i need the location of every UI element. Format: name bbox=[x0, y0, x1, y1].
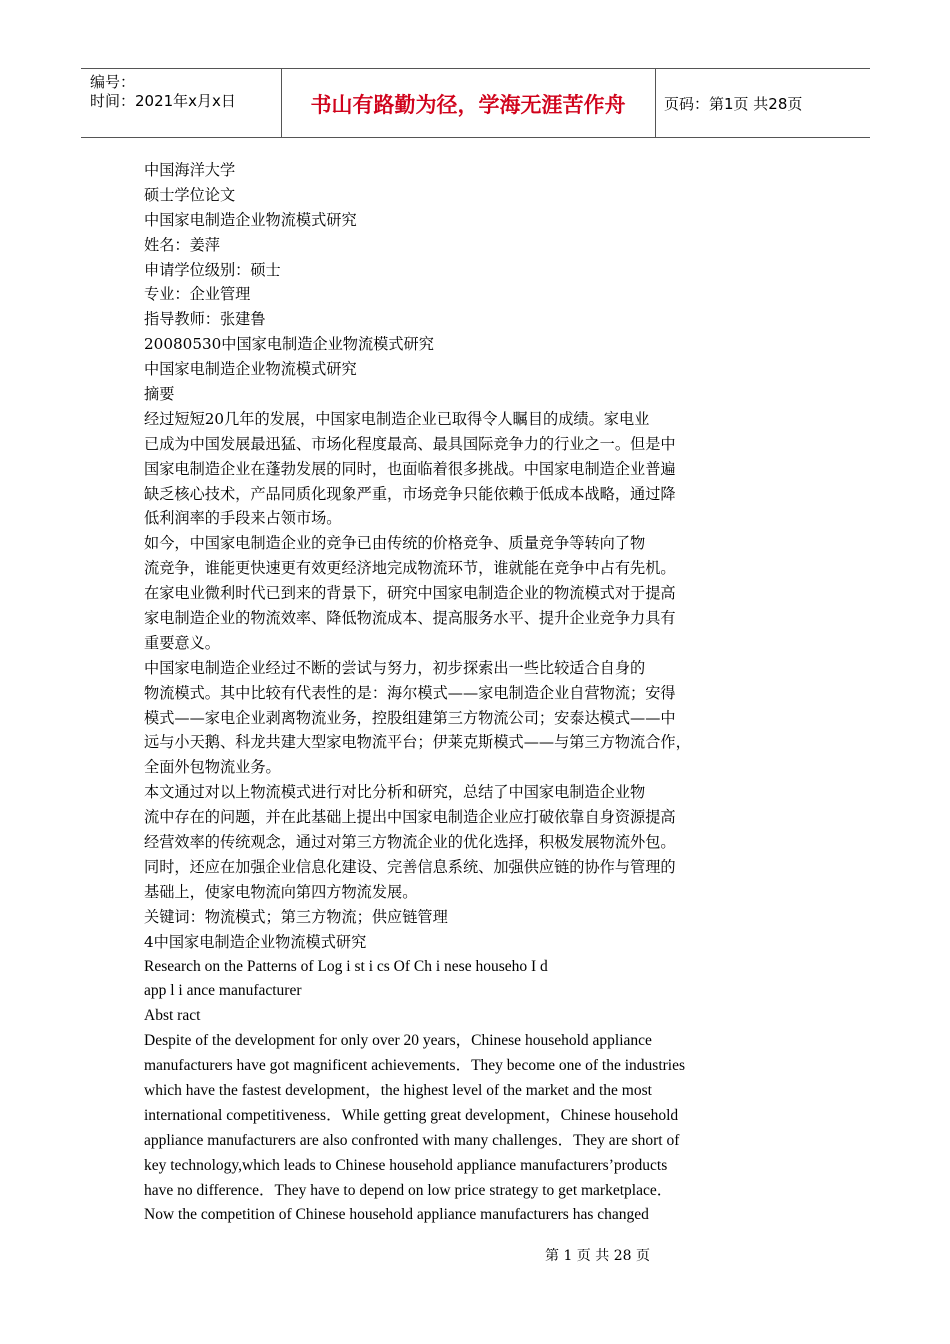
text-line: 远与小天鹅、科龙共建大型家电物流平台；伊莱克斯模式——与第三方物流合作， bbox=[144, 733, 691, 752]
header-motto: 书山有路勤为径，学海无涯苦作舟 bbox=[310, 93, 626, 117]
text-line: 4中国家电制造企业物流模式研究 bbox=[144, 932, 367, 951]
text-line: 流竞争，谁能更快速更有效更经济地完成物流环节，谁就能在竞争中占有先机。 bbox=[144, 559, 676, 578]
text-line: 家电制造企业的物流效率、降低物流成本、提高服务水平、提升企业竞争力具有 bbox=[144, 609, 676, 628]
number-label: 编号： bbox=[90, 73, 136, 91]
header-page-info: 页码：第1页 共28页 bbox=[664, 95, 803, 113]
header-divider bbox=[655, 69, 656, 137]
text-line-en: Research on the Patterns of Log i st i cs Of Ch i nese househo I d bbox=[144, 957, 548, 975]
text-line: 本文通过对以上物流模式进行对比分析和研究，总结了中国家电制造企业物 bbox=[144, 783, 646, 802]
text-line: 经营效率的传统观念，通过对第三方物流企业的优化选择，积极发展物流外包。 bbox=[144, 833, 676, 852]
text-line: 国家电制造企业在蓬勃发展的同时，也面临着很多挑战。中国家电制造企业普遍 bbox=[144, 459, 676, 478]
text-line-en: have no difference．They have to depend on low price strategy to get marketplace． bbox=[144, 1181, 673, 1199]
header-meta bbox=[90, 73, 236, 111]
page-footer: 第 1 页 共 28 页 bbox=[545, 1248, 650, 1264]
text-line-en: manufacturers have got magnificent achievements．They become one of the industries bbox=[144, 1057, 686, 1075]
text-line: 中国家电制造企业物流模式研究 bbox=[144, 210, 357, 229]
text-line-en: app l i ance manufacturer bbox=[144, 982, 302, 1000]
text-line: 缺乏核心技术，产品同质化现象严重，市场竞争只能依赖于低成本战略，通过降 bbox=[144, 484, 676, 503]
text-line: 中国家电制造企业物流模式研究 bbox=[144, 360, 357, 379]
text-line-en: which have the fastest development，the highest level of the market and the most bbox=[144, 1081, 652, 1099]
document-body bbox=[144, 158, 744, 1228]
text-line-en: Now the competition of Chinese household appliance manufacturers has changed bbox=[144, 1206, 649, 1224]
text-line: 专业：企业管理 bbox=[144, 285, 251, 304]
text-line: 同时，还应在加强企业信息化建设、完善信息系统、加强供应链的协作与管理的 bbox=[144, 857, 676, 876]
text-line: 全面外包物流业务。 bbox=[144, 758, 281, 777]
text-line-en: Despite of the development for only over 20 years，Chinese household appliance bbox=[144, 1032, 652, 1050]
text-line: 姓名：姜萍 bbox=[144, 235, 220, 254]
text-line-en: Abst ract bbox=[144, 1007, 201, 1025]
text-line: 摘要 bbox=[144, 385, 175, 404]
text-line: 申请学位级别：硕士 bbox=[144, 260, 281, 279]
text-line-en: appliance manufacturers are also confronted with many challenges．They are short of bbox=[144, 1131, 680, 1149]
text-line: 模式——家电企业剥离物流业务，控股组建第三方物流公司；安泰达模式——中 bbox=[144, 708, 676, 727]
text-line: 重要意义。 bbox=[144, 633, 220, 652]
text-line: 物流模式。其中比较有代表性的是：海尔模式——家电制造企业自营物流；安得 bbox=[144, 683, 676, 702]
text-line: 经过短短20几年的发展，中国家电制造企业已取得令人瞩目的成绩。家电业 bbox=[144, 409, 650, 428]
date-label: 时间：2021年x月x日 bbox=[90, 92, 236, 110]
text-line: 指导教师：张建鲁 bbox=[144, 310, 266, 329]
text-line-en: key technology,which leads to Chinese household appliance manufacturers’products bbox=[144, 1156, 668, 1174]
text-line: 流中存在的问题，并在此基础上提出中国家电制造企业应打破依靠自身资源提高 bbox=[144, 808, 676, 827]
text-line: 中国海洋大学 bbox=[144, 161, 236, 179]
text-line: 基础上，使家电物流向第四方物流发展。 bbox=[144, 882, 418, 901]
text-line: 已成为中国发展最迅猛、市场化程度最高、最具国际竞争力的行业之一。但是中 bbox=[144, 434, 676, 453]
text-line: 低利润率的手段来占领市场。 bbox=[144, 509, 342, 528]
text-line-en: international competitiveness．While getting great development，Chinese household bbox=[144, 1106, 679, 1124]
text-line: 20080530中国家电制造企业物流模式研究 bbox=[144, 335, 434, 354]
page-header bbox=[81, 68, 870, 138]
text-line: 硕士学位论文 bbox=[144, 185, 236, 204]
text-line: 中国家电制造企业经过不断的尝试与努力，初步探索出一些比较适合自身的 bbox=[144, 658, 646, 677]
text-line: 如今，中国家电制造企业的竞争已由传统的价格竞争、质量竞争等转向了物 bbox=[144, 534, 646, 553]
text-line: 在家电业微利时代已到来的背景下，研究中国家电制造企业的物流模式对于提高 bbox=[144, 584, 676, 603]
text-line: 关键词：物流模式；第三方物流；供应链管理 bbox=[144, 907, 448, 926]
